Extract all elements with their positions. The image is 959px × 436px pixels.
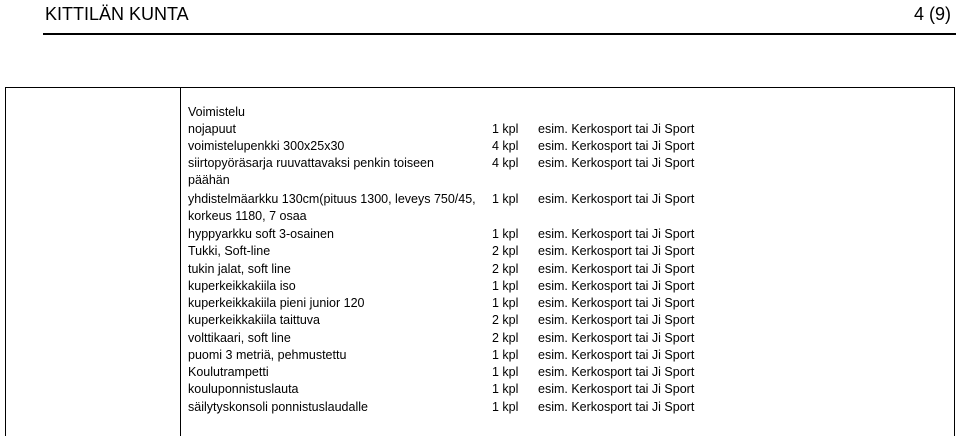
item-name: kuperkeikkakiila pieni junior 120	[188, 296, 365, 310]
item-supplier: esim. Kerkosport tai Ji Sport	[538, 313, 695, 327]
item-quantity: 1 kpl	[492, 400, 519, 414]
item-quantity: 4 kpl	[492, 156, 519, 170]
item-supplier: esim. Kerkosport tai Ji Sport	[538, 244, 695, 258]
item-supplier: esim. Kerkosport tai Ji Sport	[538, 122, 695, 136]
header-divider	[43, 33, 956, 35]
equipment-table	[5, 87, 955, 436]
item-supplier: esim. Kerkosport tai Ji Sport	[538, 331, 695, 345]
item-quantity: 4 kpl	[492, 139, 519, 153]
item-supplier: esim. Kerkosport tai Ji Sport	[538, 400, 695, 414]
item-supplier: esim. Kerkosport tai Ji Sport	[538, 348, 695, 362]
item-quantity: 1 kpl	[492, 279, 519, 293]
page-number: 4 (9)	[914, 4, 952, 24]
item-supplier: esim. Kerkosport tai Ji Sport	[538, 227, 695, 241]
item-quantity: 2 kpl	[492, 313, 519, 327]
item-name: siirtopyöräsarja ruuvattavaksi penkin toiseen päähän	[188, 156, 434, 187]
item-supplier: esim. Kerkosport tai Ji Sport	[538, 139, 695, 153]
item-name: kuperkeikkakiila iso	[188, 279, 296, 293]
item-quantity: 1 kpl	[492, 348, 519, 362]
item-supplier: esim. Kerkosport tai Ji Sport	[538, 296, 695, 310]
organization-title: KITTILÄN KUNTA	[45, 4, 189, 24]
item-supplier: esim. Kerkosport tai Ji Sport	[538, 365, 695, 379]
item-name: voimistelupenkki 300x25x30	[188, 139, 345, 153]
page-header	[45, 0, 959, 26]
item-quantity: 2 kpl	[492, 331, 519, 345]
item-name: puomi 3 metriä, pehmustettu	[188, 348, 347, 362]
item-quantity: 2 kpl	[492, 262, 519, 276]
item-name: yhdistelmäarkku 130cm(pituus 1300, leveys 750/45, korkeus 1180, 7 osaa	[188, 192, 476, 223]
item-name: nojapuut	[188, 122, 236, 136]
item-supplier: esim. Kerkosport tai Ji Sport	[538, 279, 695, 293]
item-name: säilytyskonsoli ponnistuslaudalle	[188, 400, 368, 414]
item-quantity: 1 kpl	[492, 382, 519, 396]
item-quantity: 1 kpl	[492, 122, 519, 136]
item-name: hyppyarkku soft 3-osainen	[188, 227, 334, 241]
section-title: Voimistelu	[188, 105, 245, 119]
item-name: volttikaari, soft line	[188, 331, 291, 345]
item-name: Tukki, Soft-line	[188, 244, 271, 258]
item-supplier: esim. Kerkosport tai Ji Sport	[538, 262, 695, 276]
item-supplier: esim. Kerkosport tai Ji Sport	[538, 382, 695, 396]
table-column-divider	[180, 87, 181, 436]
item-supplier: esim. Kerkosport tai Ji Sport	[538, 156, 695, 170]
item-supplier: esim. Kerkosport tai Ji Sport	[538, 192, 695, 206]
item-quantity: 1 kpl	[492, 365, 519, 379]
item-name: Koulutrampetti	[188, 365, 269, 379]
item-quantity: 2 kpl	[492, 244, 519, 258]
item-name: kouluponnistuslauta	[188, 382, 299, 396]
item-quantity: 1 kpl	[492, 227, 519, 241]
item-name: tukin jalat, soft line	[188, 262, 291, 276]
item-quantity: 1 kpl	[492, 192, 519, 206]
item-quantity: 1 kpl	[492, 296, 519, 310]
item-name: kuperkeikkakiila taittuva	[188, 313, 321, 327]
